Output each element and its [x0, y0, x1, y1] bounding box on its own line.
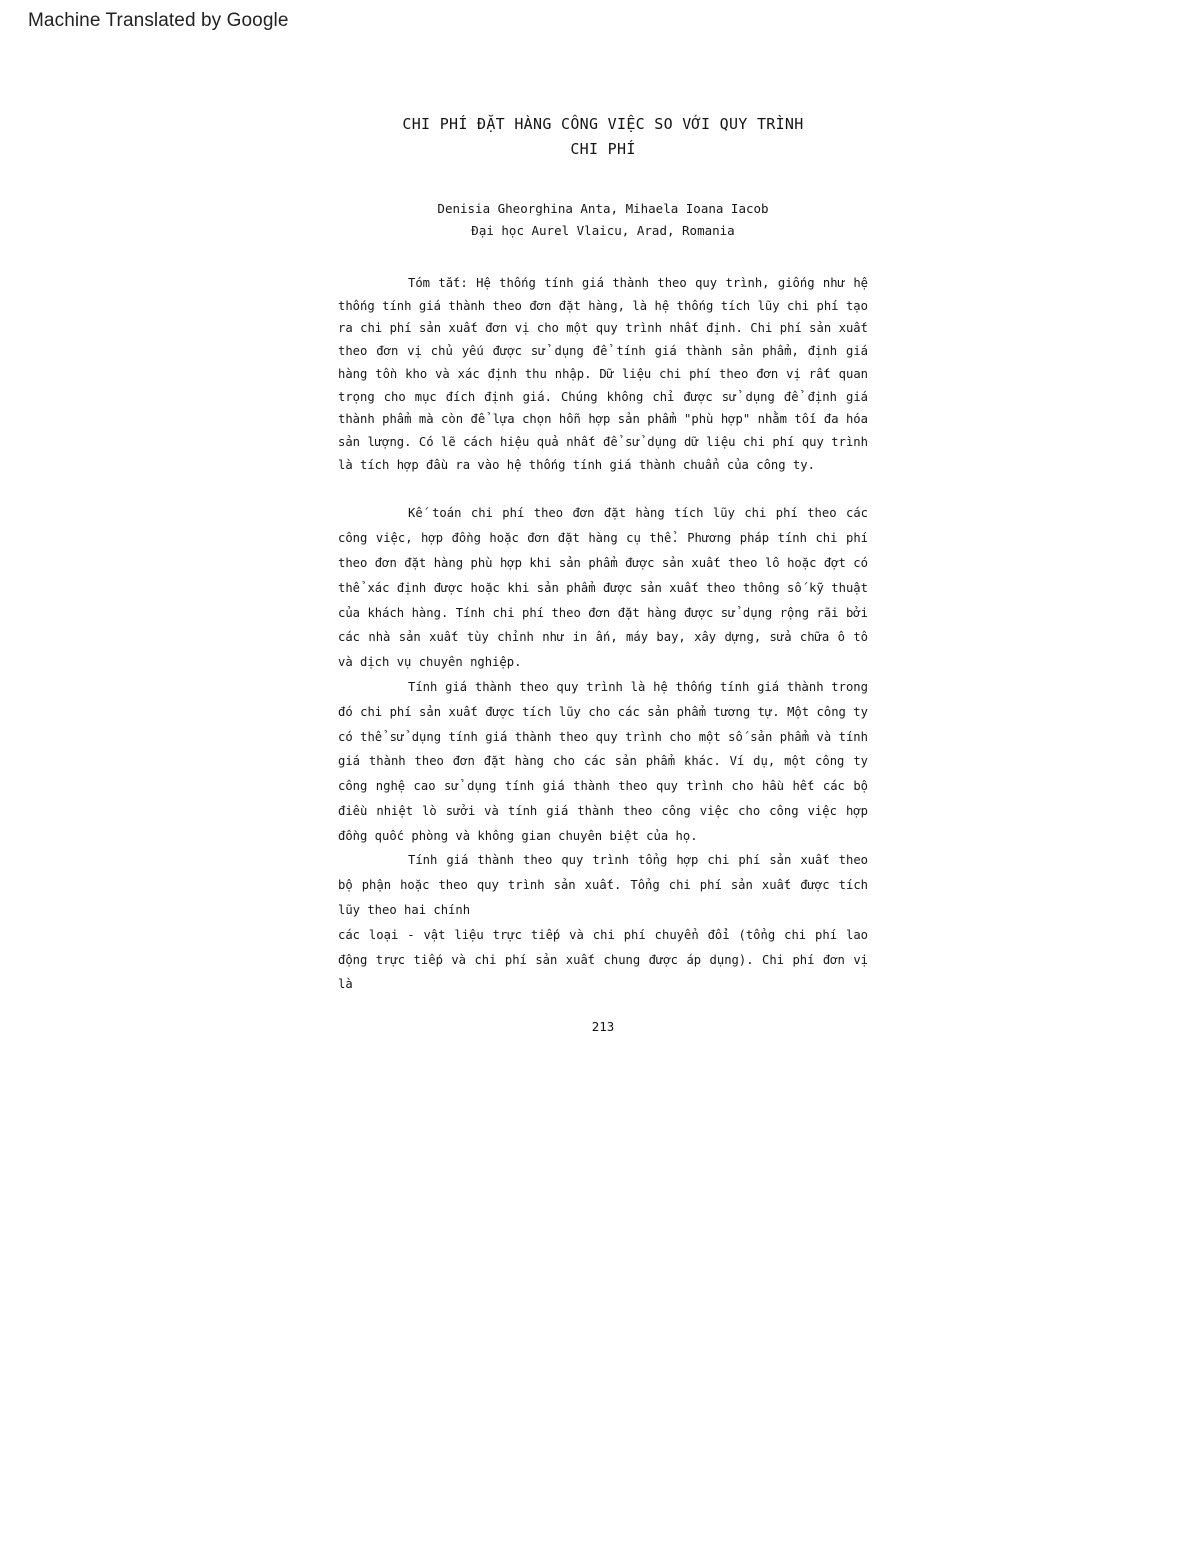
body-paragraph-process-costing: Tính giá thành theo quy trình là hệ thống tính giá thành trong đó chi phí sản xuất được tích lũy cho các sản phẩm tương tự. Một công ty có thể sử dụng tính giá thành theo quy trình cho một số sản phẩm và tính giá thành theo đơn đặt hàng cho các sản phẩm khác. Ví dụ, một công ty công nghệ cao sử dụng tính giá thành theo quy trình cho hầu hết các bộ điều nhiệt lò sưởi và tính giá thành theo công việc cho công việc hợp đồng quốc phòng và không gian chuyên biệt của họ.: [338, 679, 868, 843]
author-names: Denisia Gheorghina Anta, Mihaela Ioana Iacob: [437, 201, 769, 216]
body-paragraph-job-order: Kế toán chi phí theo đơn đặt hàng tích lũy chi phí theo các công việc, hợp đồng hoặc đơn đặt hàng cụ thể. Phương pháp tính chi phí theo đơn đặt hàng phù hợp khi sản phẩm được sản xuất theo lô hoặc đợt có thể xác định được hoặc khi sản phẩm được sản xuất theo thông số kỹ thuật của khách hàng. Tính chi phí theo đơn đặt hàng được sử dụng rộng rãi bởi các nhà sản xuất tùy chỉnh như in ấn, máy bay, xây dựng, sửa chữa ô tô và dịch vụ chuyên nghiệp.: [338, 506, 868, 670]
document-page: [338, 112, 868, 1034]
title-line-1: CHI PHÍ ĐẶT HÀNG CÔNG VIỆC SO VỚI QUY TRÌNH: [402, 115, 804, 133]
title-line-2: CHI PHÍ: [570, 140, 636, 158]
body-paragraph-continuation: các loại - vật liệu trực tiếp và chi phí chuyển đổi (tổng chi phí lao động trực tiếp và chi phí sản xuất chung được áp dụng). Chi phí đơn vị là: [338, 927, 868, 992]
author-affiliation: Đại học Aurel Vlaicu, Arad, Romania: [471, 223, 735, 238]
page-number: 213: [591, 1019, 615, 1035]
author-block: [338, 198, 868, 242]
body-paragraph-cost-accumulation: Tính giá thành theo quy trình tổng hợp chi phí sản xuất theo bộ phận hoặc theo quy trình sản xuất. Tổng chi phí sản xuất được tích lũy theo hai chính: [338, 853, 868, 918]
document-title: [338, 112, 868, 162]
abstract-paragraph: Tóm tắt: Hệ thống tính giá thành theo quy trình, giống như hệ thống tính giá thành theo đơn đặt hàng, là hệ thống tích lũy chi phí tạo ra chi phí sản xuất đơn vị cho một quy trình nhất định. Chi phí sản xuất theo đơn vị chủ yếu được sử dụng để tính giá thành sản phẩm, định giá hàng tồn kho và xác định thu nhập. Dữ liệu chi phí theo đơn vị rất quan trọng cho mục đích định giá. Chúng không chỉ được sử dụng để định giá thành phẩm mà còn để lựa chọn hỗn hợp sản phẩm "phù hợp" nhằm tối đa hóa sản lượng. Có lẽ cách hiệu quả nhất để sử dụng dữ liệu chi phí quy trình là tích hợp đầu ra vào hệ thống tính giá thành chuẩn của công ty.: [338, 276, 868, 472]
machine-translation-banner: Machine Translated by Google: [28, 10, 289, 31]
